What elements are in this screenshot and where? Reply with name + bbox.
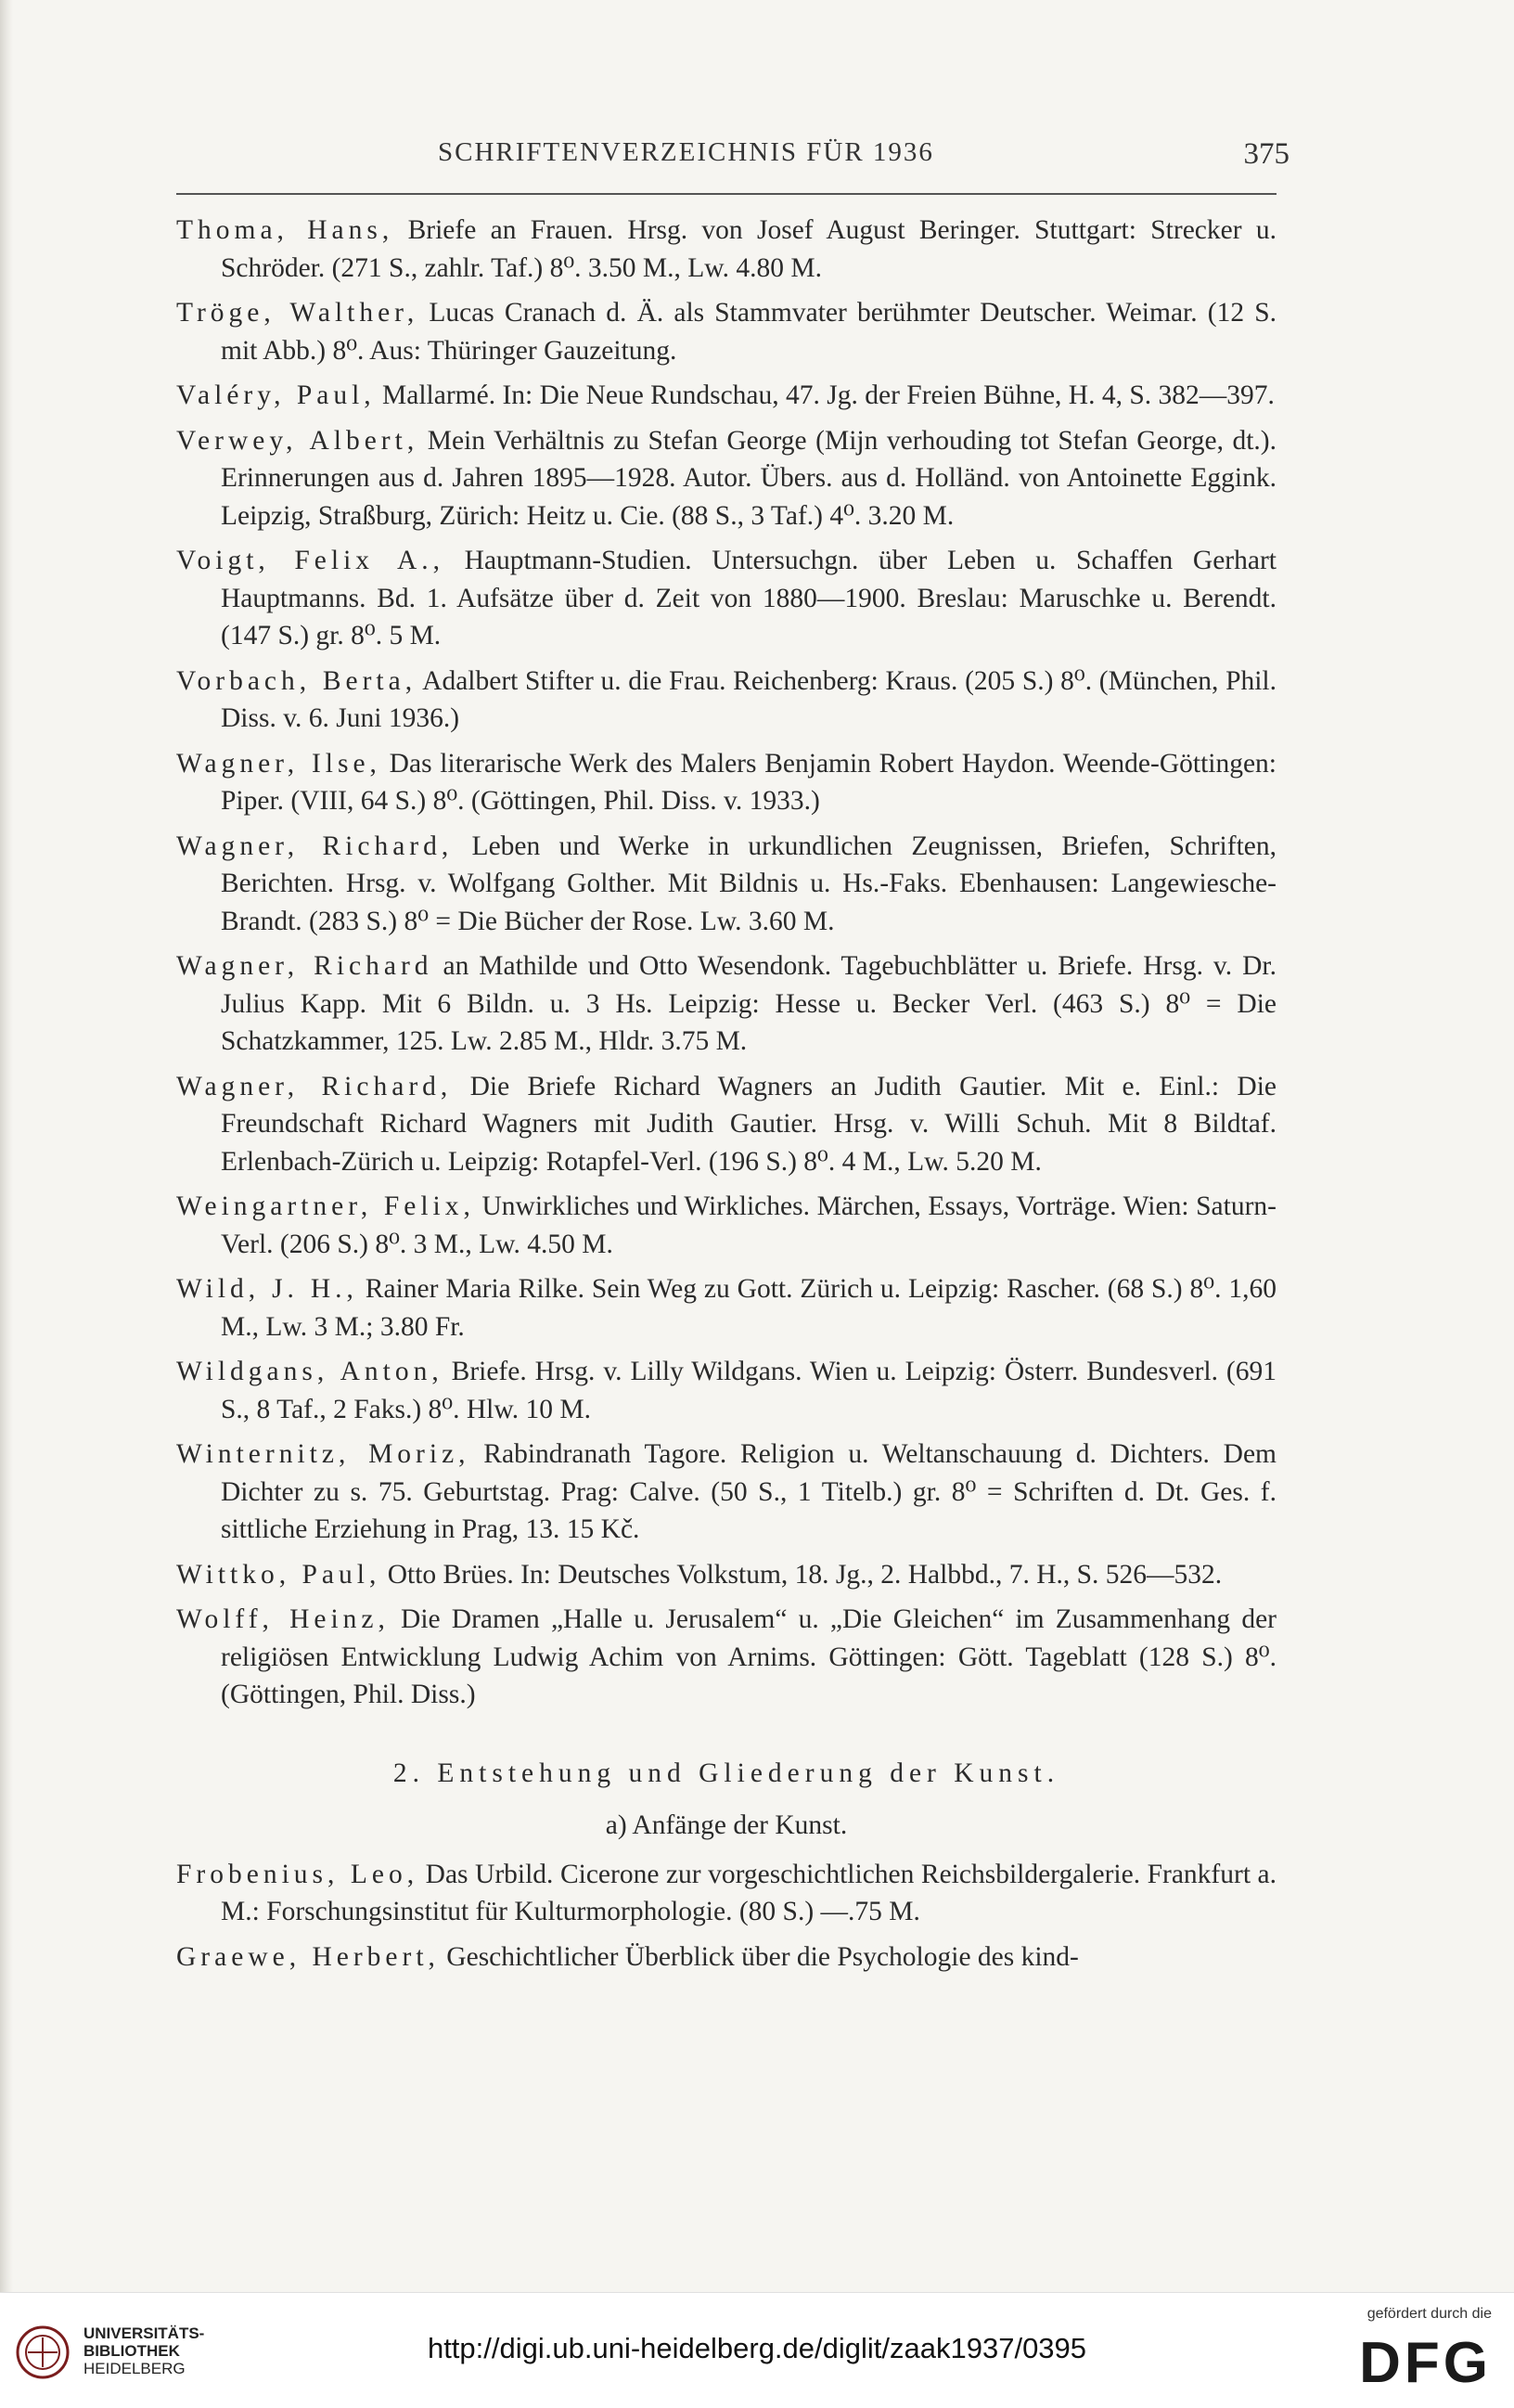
entry-text: an Mathilde und Otto Wesendonk. Tagebuchblätter u. Briefe. Hrsg. v. Dr. Julius Kapp. Mit 6 Bildn. u. 3 Hs. Leipzig: Hesse u. Becker Verl. (463 S.) 8⁰ = Die Schatzkammer, 125. Lw. 2.85 M., Hldr. 3.75 M. bbox=[221, 951, 1277, 1056]
bibliography-entry bbox=[176, 377, 1277, 415]
entry-author: Wittko, Paul, bbox=[176, 1559, 381, 1590]
entry-text: Die Briefe Richard Wagners an Judith Gautier. Mit e. Einl.: Die Freundschaft Richard Wagners mit Judith Gautier. Hrsg. v. Willi Schuh. Mit 8 Bildtaf. Erlenbach-Zürich u. Leipzig: Rotapfel-Verl. (196 S.) 8⁰. 4 M., Lw. 5.20 M. bbox=[221, 1071, 1277, 1177]
entry-text: Adalbert Stifter u. die Frau. Reichenberg: Kraus. (205 S.) 8⁰. (München, Phil. Diss. v. 6. Juni 1936.) bbox=[221, 665, 1277, 733]
viewer-footer bbox=[0, 2292, 1514, 2408]
bibliography-entry bbox=[176, 212, 1277, 287]
entry-author: Wagner, Ilse, bbox=[176, 748, 381, 779]
entry-author: Winternitz, Moriz, bbox=[176, 1439, 470, 1469]
running-title: SCHRIFTENVERZEICHNIS FÜR 1936 bbox=[438, 137, 934, 167]
entry-text: Das literarische Werk des Malers Benjamin Robert Haydon. Weende-Göttingen: Piper. (VIII, 64 S.) 8⁰. (Göttingen, Phil. Diss. v. 1933.) bbox=[221, 748, 1277, 816]
dfg-logo: DFG bbox=[1359, 2331, 1492, 2395]
bibliography-entry bbox=[176, 1556, 1277, 1594]
entry-text: Die Dramen „Halle u. Jerusalem“ u. „Die Gleichen“ im Zusammenhang der religiösen Entwicklung Ludwig Achim von Arnims. Göttingen: Gött. Tageblatt (128 S.) 8⁰. (Göttingen, Phil. Diss.) bbox=[221, 1604, 1277, 1709]
header-rule bbox=[176, 193, 1277, 195]
page-edge-shadow bbox=[0, 0, 13, 2292]
entry-text: Rainer Maria Rilke. Sein Weg zu Gott. Zürich u. Leipzig: Rascher. (68 S.) 8⁰. 1,60 M., Lw. 3 M.; 3.80 Fr. bbox=[221, 1274, 1277, 1342]
bibliography-entry bbox=[176, 1436, 1277, 1549]
bibliography-entry bbox=[176, 294, 1277, 369]
bibliography-entry bbox=[176, 1938, 1277, 1977]
entry-author: Wildgans, Anton, bbox=[176, 1357, 443, 1386]
running-head bbox=[176, 137, 1289, 184]
entry-text: Geschichtlicher Überblick über die Psychologie des kind- bbox=[439, 1941, 1079, 1972]
entry-text: Otto Brües. In: Deutsches Volkstum, 18. Jg., 2. Halbbd., 7. H., S. 526—532. bbox=[380, 1559, 1223, 1590]
entry-author: Wild, J. H., bbox=[176, 1274, 358, 1304]
entry-text: Lucas Cranach d. Ä. als Stammvater berühmter Deutscher. Weimar. (12 S. mit Abb.) 8⁰. Aus: Thüringer Gauzeitung. bbox=[221, 298, 1277, 366]
subsection-title: a) Anfänge der Kunst. bbox=[605, 1810, 848, 1840]
entry-author: Frobenius, Leo, bbox=[176, 1859, 419, 1889]
section-entry-list bbox=[176, 1856, 1277, 1977]
entry-text: Hauptmann-Studien. Untersuchgn. über Leben u. Schaffen Gerhart Hauptmanns. Bd. 1. Aufsätze über d. Zeit von 1880—1900. Breslau: Maruschke u. Berendt. (147 S.) gr. 8⁰. 5 M. bbox=[221, 546, 1277, 650]
permalink[interactable]: http://digi.ub.uni-heidelberg.de/diglit/zaak1937/0395 bbox=[427, 2332, 1087, 2364]
entry-text: Leben und Werke in urkundlichen Zeugnissen, Briefen, Schriften, Berichten. Hrsg. v. Wolfgang Golther. Mit Bildnis u. Hs.-Faks. Ebenhausen: Langewiesche-Brandt. (283 S.) 8⁰ = Die Bücher der Rose. Lw. 3.60 M. bbox=[221, 831, 1277, 936]
entry-author: Vorbach, Berta, bbox=[176, 665, 417, 696]
entry-author: Wagner, Richard, bbox=[176, 1071, 453, 1101]
section-title: 2. Entstehung und Gliederung der Kunst. bbox=[392, 1758, 1060, 1788]
institution-line-1: UNIVERSITÄTS- bbox=[83, 2324, 205, 2342]
entry-text: Mein Verhältnis zu Stefan George (Mijn verhouding tot Stefan George, dt.). Erinnerungen aus d. Jahren 1895—1928. Autor. Übers. aus d. Holländ. von Antoinette Eggink. Leipzig, Straßburg, Zürich: Heitz u. Cie. (88 S., 3 Taf.) 4⁰. 3.20 M. bbox=[221, 425, 1277, 531]
bibliography-entry bbox=[176, 1353, 1277, 1428]
entry-text: Rabindranath Tagore. Religion u. Weltanschauung d. Dichters. Dem Dichter zu s. 75. Geburtstag. Prag: Calve. (50 S., 1 Titelb.) gr. 8⁰ = Schriften d. Dt. Ges. f. sittliche Erziehung in Prag, 13. 15 Kč. bbox=[221, 1439, 1277, 1544]
bibliography-entry bbox=[176, 422, 1277, 535]
entry-author: Valéry, Paul, bbox=[176, 380, 376, 410]
entry-text: Mallarmé. In: Die Neue Rundschau, 47. Jg. der Freien Bühne, H. 4, S. 382—397. bbox=[375, 380, 1275, 410]
entry-text: Briefe. Hrsg. v. Lilly Wildgans. Wien u. Leipzig: Österr. Bundesverl. (691 S., 8 Taf., 2 Faks.) 8⁰. Hlw. 10 M. bbox=[221, 1357, 1277, 1424]
page-number: 375 bbox=[1243, 137, 1289, 171]
entry-text: Briefe an Frauen. Hrsg. von Josef August Beringer. Stuttgart: Strecker u. Schröder. (271 S., zahlr. Taf.) 8⁰. 3.50 M., Lw. 4.80 M. bbox=[221, 215, 1277, 283]
institution-line-3: HEIDELBERG bbox=[83, 2360, 186, 2377]
entry-author: Graewe, Herbert, bbox=[176, 1941, 440, 1972]
bibliography-entry bbox=[176, 1270, 1277, 1346]
bibliography-entry bbox=[176, 663, 1277, 738]
entry-author: Wagner, Richard bbox=[176, 951, 433, 981]
bibliography-entry bbox=[176, 1856, 1277, 1931]
entry-author: Wagner, Richard, bbox=[176, 831, 454, 861]
entry-author: Tröge, Walther, bbox=[176, 298, 419, 328]
bibliography-entry bbox=[176, 1188, 1277, 1263]
entry-author: Wolff, Heinz, bbox=[176, 1604, 390, 1634]
entry-author: Thoma, Hans, bbox=[176, 215, 394, 245]
entry-author: Voigt, Felix A., bbox=[176, 546, 445, 575]
bibliography-entry bbox=[176, 947, 1277, 1061]
entry-author: Verwey, Albert, bbox=[176, 425, 419, 456]
bibliography-entry bbox=[176, 542, 1277, 655]
bibliography-entry bbox=[176, 828, 1277, 941]
bibliography-entry bbox=[176, 1601, 1277, 1714]
entry-text: Unwirkliches und Wirkliches. Märchen, Essays, Vorträge. Wien: Saturn-Verl. (206 S.) 8⁰. 3 M., Lw. 4.50 M. bbox=[221, 1191, 1277, 1259]
institution-line-2: BIBLIOTHEK bbox=[83, 2342, 180, 2360]
entry-text: Das Urbild. Cicerone zur vorgeschichtlichen Reichsbildergalerie. Frankfurt a. M.: Forschungsinstitut für Kulturmorphologie. (80 S.) —.75 M. bbox=[221, 1859, 1277, 1926]
bibliography-body bbox=[176, 212, 1277, 1983]
bibliography-entry bbox=[176, 1068, 1277, 1181]
bibliography-entry bbox=[176, 745, 1277, 820]
entry-list bbox=[176, 212, 1277, 1714]
funding-note: gefördert durch die bbox=[1366, 2306, 1492, 2322]
entry-author: Weingartner, Felix, bbox=[176, 1191, 475, 1221]
